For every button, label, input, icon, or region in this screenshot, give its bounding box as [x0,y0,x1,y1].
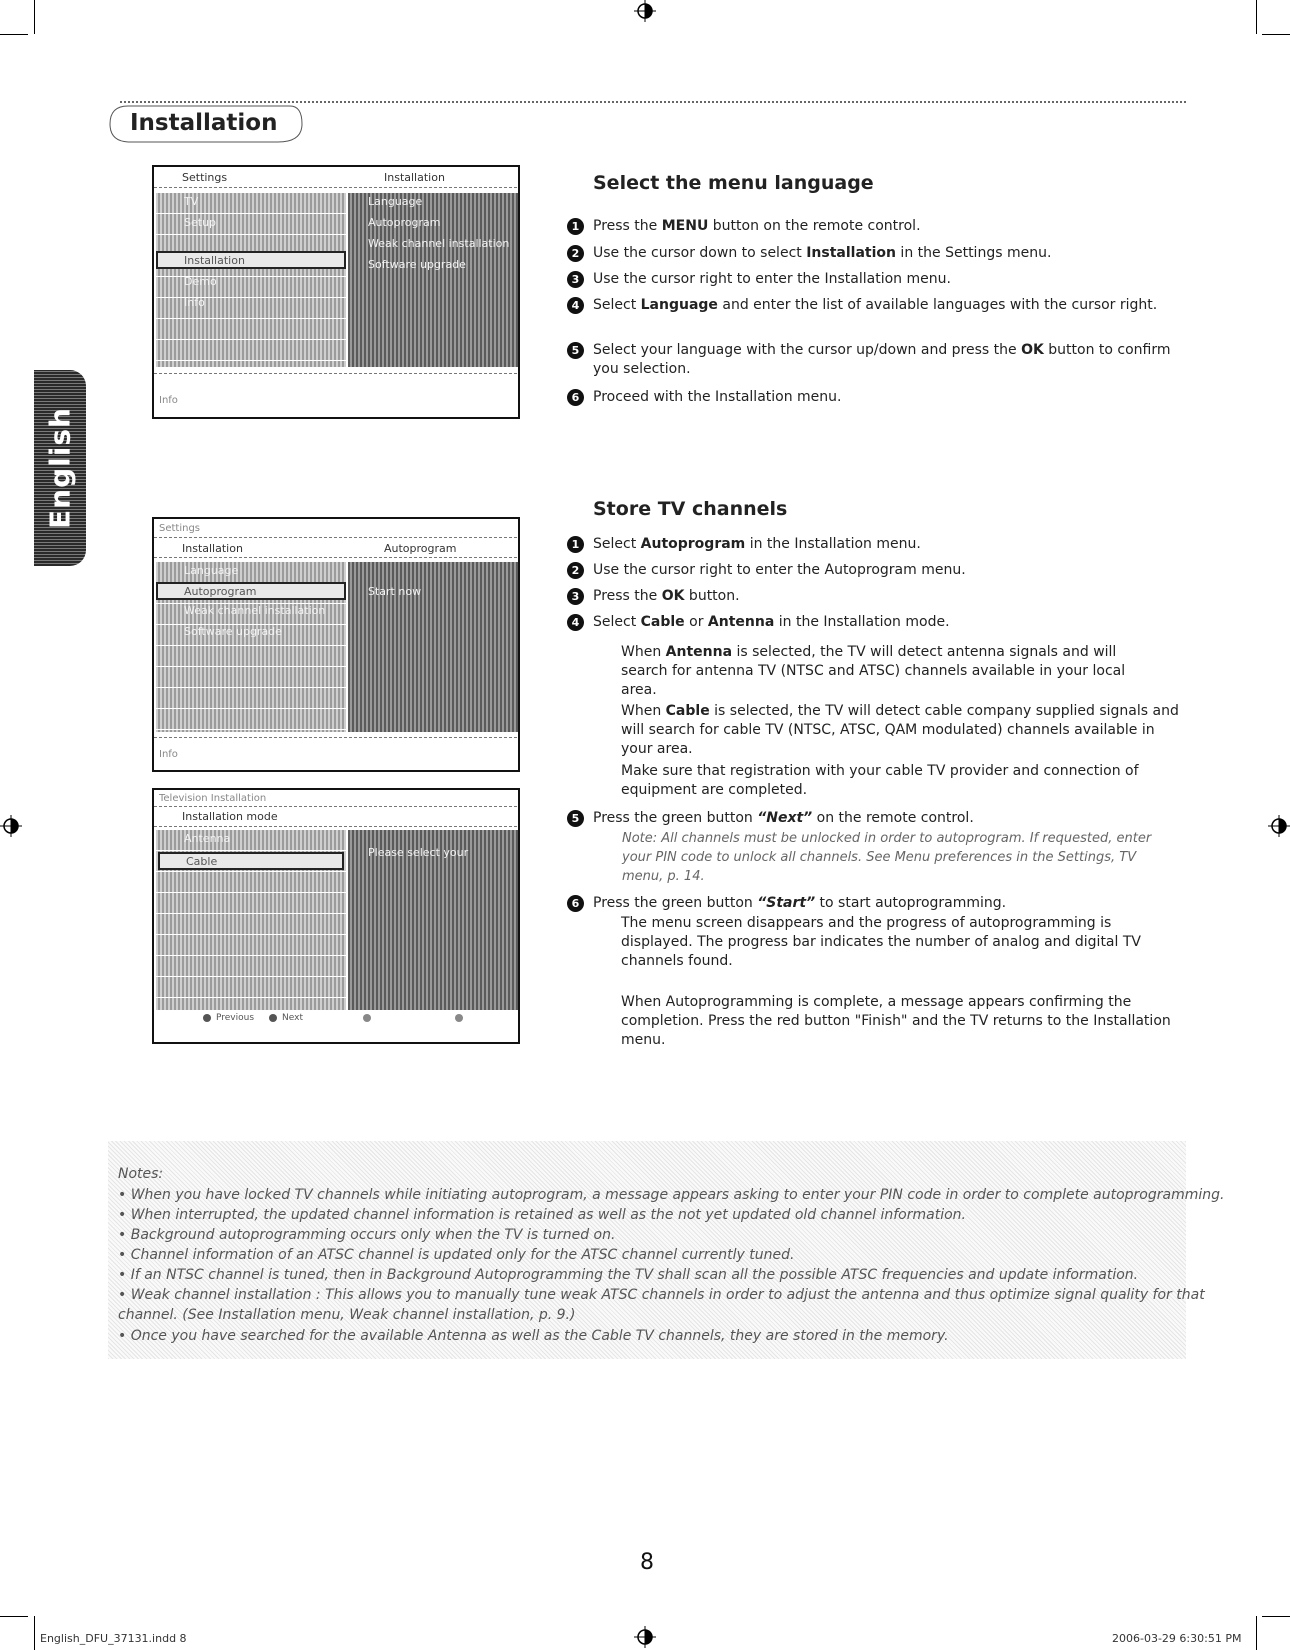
progress-paragraph: The menu screen disappears and the progress of autoprogramming is displayed. The progress bar indicates the number of analog and digital TV channels found. [621,915,1141,969]
notes-item: • Once you have searched for the available Antenna as well as the Cable TV channels, they are stored in the memory. [118,1328,949,1344]
instruction-step: 4 Select Language and enter the list of available languages with the cursor right. [593,296,1163,315]
notes-item: • When interrupted, the updated channel information is retained as well as the not yet updated old channel information. [118,1207,966,1223]
crop-mark [1256,1616,1257,1650]
menu-item-label: Cable [186,855,218,868]
registration-mark-icon [0,815,22,837]
tv-menu-screenshot-settings [152,165,520,419]
submenu-item[interactable]: Software upgrade [368,258,466,271]
submenu-item[interactable]: Language [368,195,423,208]
menu-divider [154,187,518,188]
submenu-item[interactable]: Weak channel installation [368,237,510,250]
menu-divider [154,373,518,374]
submenu-item: Please select your [368,846,469,859]
notes-item: • If an NTSC channel is tuned, then in Background Autoprogramming the TV shall scan all the possible ATSC frequencies and update information. [118,1267,1139,1283]
menu-info-label: Info [159,749,178,760]
submenu-item[interactable]: Autoprogram [368,216,441,229]
notes-item: • When you have locked TV channels while initiating autoprogram, a message appears asking to enter your PIN code in order to complete autoprogramming. [118,1187,1225,1203]
notes-heading: Notes: [118,1166,164,1182]
step-number-badge: 4 [567,297,584,314]
crop-mark [34,0,35,34]
instruction-step: 5 Select your language with the cursor up/down and press the OK button to confirm you selection. [593,341,1173,379]
instruction-step: 2 Use the cursor right to enter the Autoprogram menu. [593,561,1183,580]
step-number-badge: 2 [567,562,584,579]
menu-column-title: Autoprogram [384,542,457,555]
submenu-item[interactable]: Start now [368,585,422,598]
step-number-badge: 2 [567,245,584,262]
registration-mark-icon [634,0,656,22]
step-number-badge: 1 [567,218,584,235]
menu-item[interactable]: Info [184,296,205,309]
notes-box [108,1141,1225,1359]
menu-column-title: Installation [182,542,243,555]
notes-item: • Weak channel installation : This allows you to manually tune weak ATSC channels in order to adjust the antenna and thus optimize signal quality for that [118,1287,1205,1303]
green-button-icon [202,1013,212,1023]
menu-item[interactable]: Setup [184,216,217,229]
tv-menu-screenshot-installation [152,517,520,772]
crop-mark [1262,34,1290,35]
notes-item: • Background autoprogramming occurs only when the TV is turned on. [118,1227,616,1243]
menu-item-label: Installation [184,254,245,267]
language-label: English [43,407,77,529]
breadcrumb: Television Installation [159,793,267,804]
registration-paragraph: Make sure that registration with your cable TV provider and connection of equipment are completed. [621,763,1139,798]
step-number-badge: 5 [567,342,584,359]
menu-item-selected[interactable] [156,251,346,269]
crop-mark [0,1616,28,1617]
menu-item[interactable]: Software upgrade [184,625,282,638]
step-number-badge: 5 [567,810,584,827]
instruction-step: 1 Select Autoprogram in the Installation menu. [593,535,1183,554]
instruction-step: 1 Press the MENU button on the remote control. [593,217,1183,236]
section-heading-menu-language: Select the menu language [593,172,874,194]
footer-filename: English_DFU_37131.indd 8 [40,1632,187,1645]
notes-item: channel. (See Installation menu, Weak channel installation, p. 9.) [118,1307,576,1323]
menu-item[interactable]: Language [184,564,239,577]
footer-next-label: Next [282,1013,303,1023]
cable-paragraph: When Cable is selected, the TV will detect cable company supplied signals and will search for cable TV (NTSC, ATSC, QAM modulated) channels available in your area. [621,703,1179,757]
color-button-icon [362,1013,372,1023]
instruction-step: 4 Select Cable or Antenna in the Installation mode. [593,613,1183,632]
header-rule [120,101,1186,103]
breadcrumb: Settings [159,523,201,534]
notes-item: • Channel information of an ATSC channel is updated only for the ATSC channel currently tuned. [118,1247,795,1263]
page-number: 8 [640,1550,654,1575]
instruction-step: 6 Press the green button “Start” to start autoprogramming. [593,894,1183,913]
language-side-tab [34,370,86,566]
registration-mark-icon [634,1626,656,1648]
menu-column-title: Installation [384,171,445,184]
color-button-icon [454,1013,464,1023]
menu-divider [154,826,518,827]
menu-info-label: Info [159,395,178,406]
step-number-badge: 6 [567,389,584,406]
menu-divider [154,806,518,807]
menu-item-label: Autoprogram [184,585,257,598]
crop-mark [34,1616,35,1650]
crop-mark [0,34,28,35]
instruction-step: 3 Use the cursor right to enter the Installation menu. [593,270,1183,289]
instruction-step: 2 Use the cursor down to select Installation in the Settings menu. [593,244,1183,263]
registration-mark-icon [1268,815,1290,837]
menu-item[interactable]: Weak channel installation [184,604,326,617]
menu-item[interactable]: Demo [184,275,217,288]
menu-divider [154,557,518,558]
step-number-badge: 3 [567,271,584,288]
step-number-badge: 3 [567,588,584,605]
note-text: Note: All channels must be unlocked in order to autoprogram. If requested, enter your PIN code to unlock all channels. See Menu preferences in the Settings, TV menu, p. 14. [622,831,1152,884]
section-heading-store-channels: Store TV channels [593,498,788,520]
step-number-badge: 4 [567,614,584,631]
instruction-step: 3 Press the OK button. [593,587,1183,606]
tv-menu-screenshot-installation-mode [152,788,520,1044]
menu-divider [154,537,518,538]
green-button-icon [268,1013,278,1023]
antenna-paragraph: When Antenna is selected, the TV will detect antenna signals and will search for antenna TV (NTSC and ATSC) channels available in your local area. [621,644,1126,698]
menu-item-selected[interactable] [156,582,346,600]
menu-item-selected[interactable] [158,852,344,870]
menu-column-title: Installation mode [182,810,278,823]
menu-item[interactable]: TV [184,195,199,208]
page-title: Installation [130,110,278,136]
menu-column-title: Settings [182,171,228,184]
crop-mark [1256,0,1257,34]
footer-previous-label: Previous [216,1013,255,1023]
step-number-badge: 6 [567,895,584,912]
crop-mark [1262,1616,1290,1617]
footer-timestamp: 2006-03-29 6:30:51 PM [1112,1632,1242,1645]
completion-paragraph: When Autoprogramming is complete, a message appears confirming the completion. Press the red button "Finish" and the TV returns to the Installation menu. [621,994,1171,1048]
instruction-step: 5 Press the green button “Next” on the remote control. [593,809,1183,828]
instruction-step: 6 Proceed with the Installation menu. [593,388,1183,407]
step-number-badge: 1 [567,536,584,553]
menu-item[interactable]: Antenna [184,832,231,845]
menu-divider [154,737,518,738]
